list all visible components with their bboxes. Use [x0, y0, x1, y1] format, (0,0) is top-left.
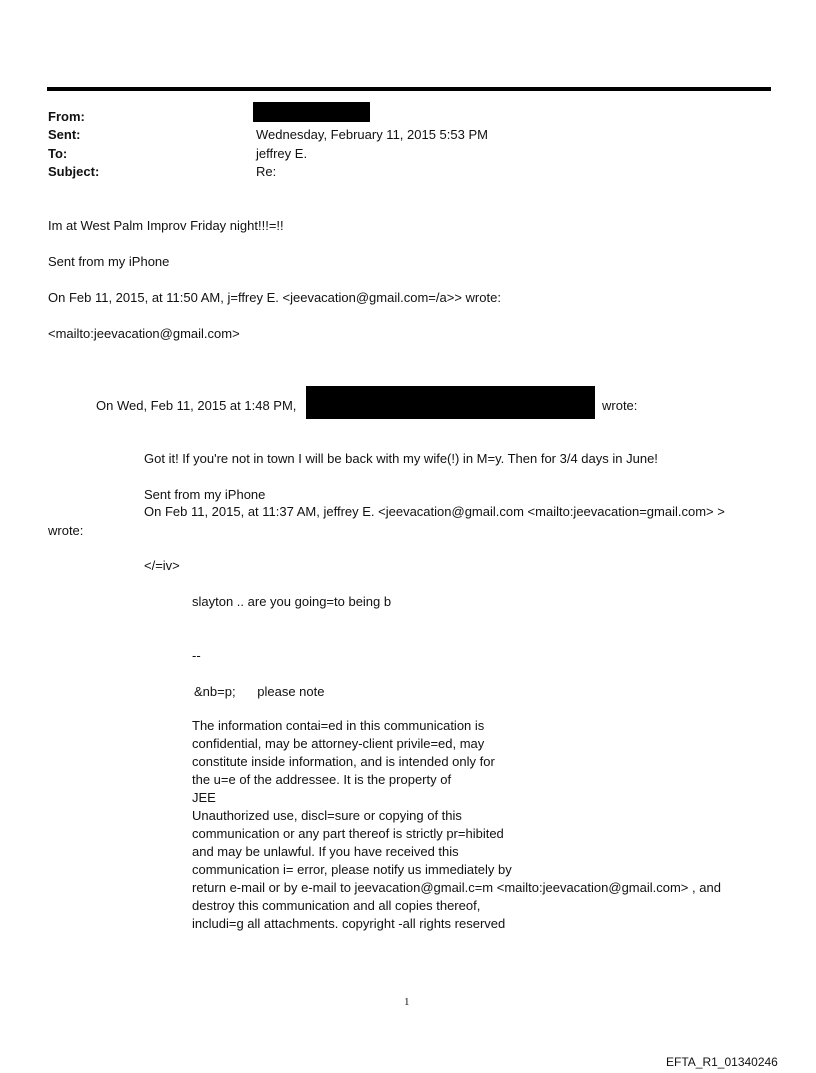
disclaimer-line: The information contai=ed in this communication is: [192, 718, 485, 733]
separator-dashes: --: [192, 648, 201, 663]
disclaimer-line: communication or any part thereof is strictly pr=hibited: [192, 826, 504, 841]
div-tag: </=iv>: [144, 558, 180, 573]
sent-value: Wednesday, February 11, 2015 5:53 PM: [256, 127, 488, 142]
quote-header: On Feb 11, 2015, at 11:50 AM, j=ffrey E. <jeevacation@gmail.com=/a>> wrote:: [48, 290, 501, 305]
sent-label: Sent:: [48, 127, 81, 142]
disclaimer-line: communication i= error, please notify us immediately by: [192, 862, 512, 877]
message-line: Im at West Palm Improv Friday night!!!=!!: [48, 218, 284, 233]
subject-value: Re:: [256, 164, 277, 179]
subject-label: Subject:: [48, 164, 100, 179]
disclaimer-line: the u=e of the addressee. It is the property of: [192, 772, 452, 787]
disclaimer-line: JEE: [192, 790, 216, 805]
reply-text: Got it! If you're not in town I will be back with my wife(!) in M=y. Then for 3/4 days in June!: [144, 451, 658, 466]
disclaimer-line: return e-mail or by e-mail to jeevacation@gmail.c=m <mailto:jeevacation@gmail.com> , and: [192, 880, 721, 895]
signature-line-2: Sent from my iPhone: [144, 487, 266, 502]
slayton-line: slayton .. are you going=to being b: [192, 594, 392, 609]
to-label: To:: [48, 146, 68, 161]
disclaimer-line: includi=g all attachments. copyright -all rights reserved: [192, 916, 506, 931]
disclaimer-line: constitute inside information, and is intended only for: [192, 754, 495, 769]
from-label: From:: [48, 109, 85, 124]
to-value: jeffrey E.: [256, 146, 308, 161]
redaction-sender: [306, 386, 595, 419]
quote-header-2-prefix: On Wed, Feb 11, 2015 at 1:48 PM,: [96, 398, 297, 413]
page-number: 1: [404, 996, 410, 1008]
quote-header-3: On Feb 11, 2015, at 11:37 AM, jeffrey E. <jeevacation@gmail.com <mailto:jeevacation=gmail.com> >: [144, 504, 725, 519]
disclaimer-block: [192, 717, 721, 933]
bates-number: EFTA_R1_01340246: [666, 1055, 778, 1069]
disclaimer-line: and may be unlawful. If you have received this: [192, 844, 459, 859]
quote-header-2-suffix: wrote:: [602, 398, 638, 413]
mailto-line: <mailto:jeevacation@gmail.com>: [48, 326, 240, 341]
signature-line: Sent from my iPhone: [48, 254, 170, 269]
header-rule: [47, 87, 771, 91]
disclaimer-line: Unauthorized use, discl=sure or copying of this: [192, 808, 462, 823]
disclaimer-line: confidential, may be attorney-client privile=ed, may: [192, 736, 485, 751]
quote-header-3-wrote: wrote:: [48, 523, 84, 538]
note-line: &nb=p; please note: [194, 684, 325, 699]
disclaimer-line: destroy this communication and all copies thereof,: [192, 898, 481, 913]
redaction-from: [253, 102, 370, 122]
